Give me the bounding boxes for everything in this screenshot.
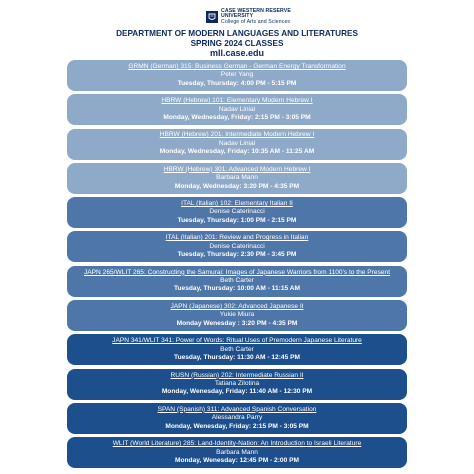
- instructor-name: Denise Caterinacci: [209, 242, 265, 250]
- instructor-name: Tatiana Zilotina: [214, 379, 260, 387]
- logo-line-1: CASE WESTERN RESERVE: [221, 8, 291, 14]
- course-link[interactable]: RUSN (Russian) 202: Intermediate Russian II: [170, 371, 304, 379]
- class-card: [67, 94, 407, 125]
- class-card: [67, 60, 407, 91]
- class-schedule: Monday, Wednesday: 3:20 PM - 4:35 PM: [174, 182, 300, 190]
- instructor-name: Nadav Linial: [218, 105, 256, 113]
- instructor-name: Beth Carter: [220, 277, 254, 285]
- course-link[interactable]: JAPN 341/WLIT 341: Power of Words: Ritual Uses of Premodern Japanese Literature: [112, 337, 362, 345]
- class-schedule: Tuesday, Thursday: 10:00 AM - 11:15 AM: [173, 285, 301, 293]
- course-link[interactable]: SPAN (Spanish) 311: Advanced Spanish Conversation: [157, 405, 317, 413]
- website-link[interactable]: mll.case.edu: [209, 48, 265, 58]
- class-schedule: Monday Wenesday : 3:20 PM - 4:35 PM: [176, 319, 298, 327]
- department-title: DEPARTMENT OF MODERN LANGUAGES AND LITERATURES: [116, 29, 358, 38]
- course-link[interactable]: GRMN (German) 315: Business German - German Energy Transformation: [128, 62, 346, 70]
- course-link[interactable]: JAPN (Japanese) 302: Advanced Japanese II: [170, 302, 304, 310]
- class-schedule: Monday, Wenesday, Friday: 2:15 PM - 3:05 PM: [165, 422, 309, 430]
- class-schedule: Tuesday, Thursday: 4:00 PM - 5:15 PM: [177, 79, 297, 87]
- class-card: [67, 129, 407, 160]
- class-schedule: Monday, Wednesday, Friday: 10:35 AM - 11:25 AM: [159, 148, 315, 156]
- class-card: [67, 300, 407, 331]
- logo-line-3: College of Arts and Sciences: [221, 18, 291, 25]
- class-schedule: Tuesday, Thursday: 1:00 PM - 2:15 PM: [177, 216, 297, 224]
- instructor-name: Barbara Mann: [216, 174, 258, 182]
- class-schedule: Monday, Wenesday, Friday: 11:40 AM - 12:30 PM: [161, 388, 313, 396]
- class-schedule: Tuesday, Thursday: 2:30 PM - 3:45 PM: [177, 251, 297, 259]
- university-logo: [206, 9, 291, 25]
- course-link[interactable]: JAPN 265/WLIT 265: Constructing the Samurai: Images of Japanese Warriors from 1100's to the Present: [83, 268, 391, 276]
- term-title: SPRING 2024 CLASSES: [190, 39, 284, 48]
- course-link[interactable]: HBRW (Hebrew) 301: Advanced Modern Hebrew I: [163, 165, 311, 173]
- class-card: [67, 437, 407, 468]
- class-card: [67, 197, 407, 228]
- logo-wordmark: [221, 9, 291, 25]
- class-card: [67, 334, 407, 365]
- class-schedule: Tuesday, Thursday: 11:30 AM - 12:45 PM: [174, 354, 300, 362]
- class-schedule: Monday, Wednesday, Friday: 2:15 PM - 3:05 PM: [163, 114, 311, 121]
- instructor-name: Denise Caterinacci: [209, 208, 265, 216]
- class-card: [67, 163, 407, 194]
- class-card: [67, 266, 407, 297]
- class-list: [67, 60, 407, 472]
- instructor-name: Peter Yang: [220, 71, 254, 79]
- instructor-name: Yukie Miura: [219, 311, 255, 319]
- course-link[interactable]: ITAL (Italian) 201: Review and Progress in Italian: [165, 234, 309, 242]
- instructor-name: Nadav Linial: [218, 139, 256, 147]
- class-schedule: Monday, Wenesday: 12:45 PM - 2:00 PM: [175, 456, 299, 464]
- course-link[interactable]: ITAL (Italian) 102: Elementary Italian II: [181, 200, 293, 208]
- logo-line-2: UNIVERSITY: [221, 13, 254, 20]
- class-card: [67, 369, 407, 400]
- course-link[interactable]: HBRW (Hebrew) 101: Elementary Modern Hebrew I: [161, 97, 313, 105]
- class-card: [67, 403, 407, 434]
- university-seal-icon: [206, 11, 218, 23]
- course-link[interactable]: HBRW (Hebrew) 201: Intermediate Modern Hebrew I: [159, 131, 315, 139]
- class-card: [67, 231, 407, 262]
- instructor-name: Barbara Mann: [216, 448, 258, 456]
- course-link[interactable]: WLIT (World Literature) 285: Land-Identity-Nation: An Introduction to Israeli Literature: [112, 440, 362, 448]
- instructor-name: Beth Carter: [220, 345, 254, 353]
- instructor-name: Alessandra Parry: [211, 414, 263, 422]
